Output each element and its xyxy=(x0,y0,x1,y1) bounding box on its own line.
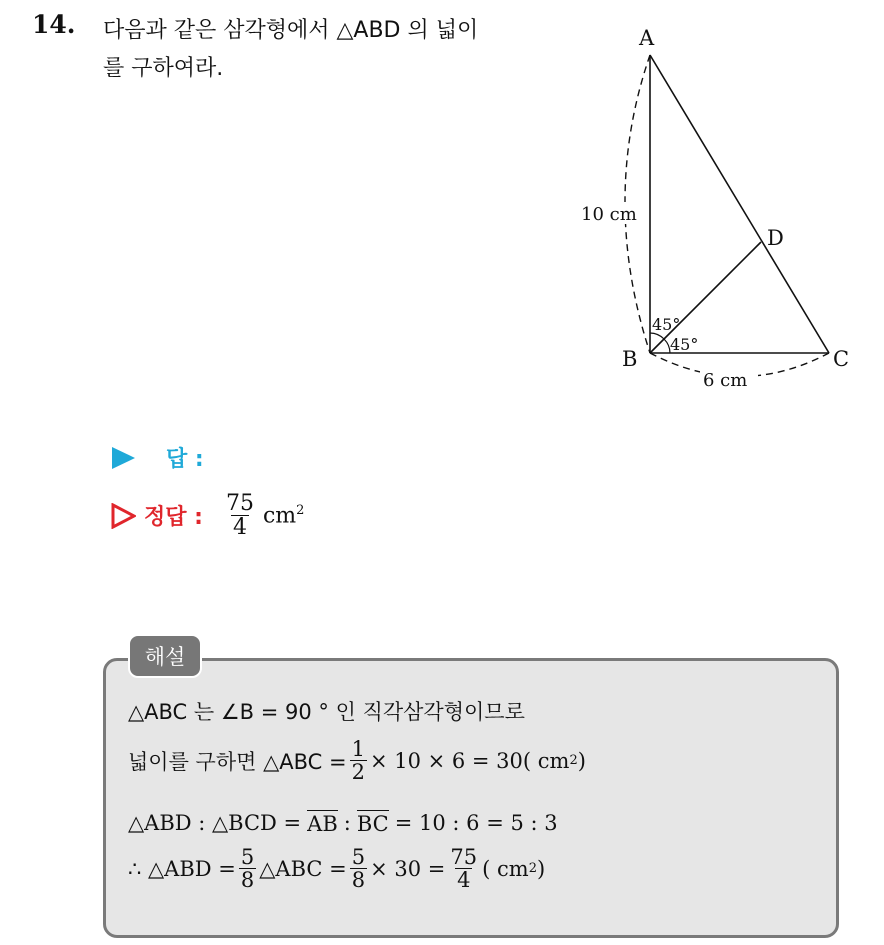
answer-unit: $cm^2$ xyxy=(262,502,305,529)
vertex-label-b: B xyxy=(622,347,638,371)
answer-blank-row xyxy=(110,442,204,473)
vertex-label-c: C xyxy=(833,347,850,371)
outline-triangle-icon xyxy=(110,503,136,529)
question-number: 14. xyxy=(32,10,76,39)
vertex-label-d: D xyxy=(767,226,784,250)
side-ac-line xyxy=(650,55,829,353)
question-text xyxy=(103,12,573,88)
overline-bc: BC xyxy=(356,812,389,836)
solution-line-4: ∴ △ABD = $\frac{5}{8}$ △ABC = $\frac{5}{8}$ × 30 = $\frac{75}{4}$ ( cm 2 ) xyxy=(128,845,546,893)
triangle-figure xyxy=(560,18,860,398)
solution-fraction-75-4: $\frac{75}{4}$ xyxy=(450,845,478,893)
correct-answer-value xyxy=(221,492,304,539)
question-text-line2: 를 구하여라. xyxy=(103,56,224,81)
solution-line-2: 넓이를 구하면 △ABC = $\frac{1}{2}$ × 10 × 6 = 30( cm 2 ) xyxy=(128,737,586,785)
vertex-label-a: A xyxy=(639,26,655,50)
angle-label-lower: 45° xyxy=(670,335,699,354)
play-triangle-icon xyxy=(110,446,136,470)
angle-label-upper: 45° xyxy=(652,315,681,334)
side-bc-length: 6 cm xyxy=(703,370,748,391)
solution-line-3: △ABD : △BCD = AB : BC = 10 : 6 = 5 : 3 xyxy=(128,811,558,836)
side-ab-length: 10 cm xyxy=(581,204,637,225)
segment-bd-line xyxy=(650,242,761,353)
question-text-line1: 다음과 같은 삼각형에서 △ABD 의 넓이 xyxy=(103,18,479,43)
answer-fraction: $\frac{75}{4}$ xyxy=(225,491,254,541)
solution-fraction-5-8-b: $\frac{5}{8}$ xyxy=(351,845,366,893)
solution-tag: 해설 xyxy=(128,634,202,678)
correct-answer-row xyxy=(110,492,304,539)
overline-ab: AB xyxy=(307,812,338,836)
answer-label: 답 : xyxy=(166,447,204,472)
correct-answer-label: 정답 : xyxy=(144,505,203,531)
solution-fraction-5-8-a: $\frac{5}{8}$ xyxy=(240,845,255,893)
solution-fraction-half: $\frac{1}{2}$ xyxy=(351,737,365,785)
solution-line-1: △ABC 는 ∠B = 90 ° 인 직각삼각형이므로 xyxy=(128,700,525,724)
